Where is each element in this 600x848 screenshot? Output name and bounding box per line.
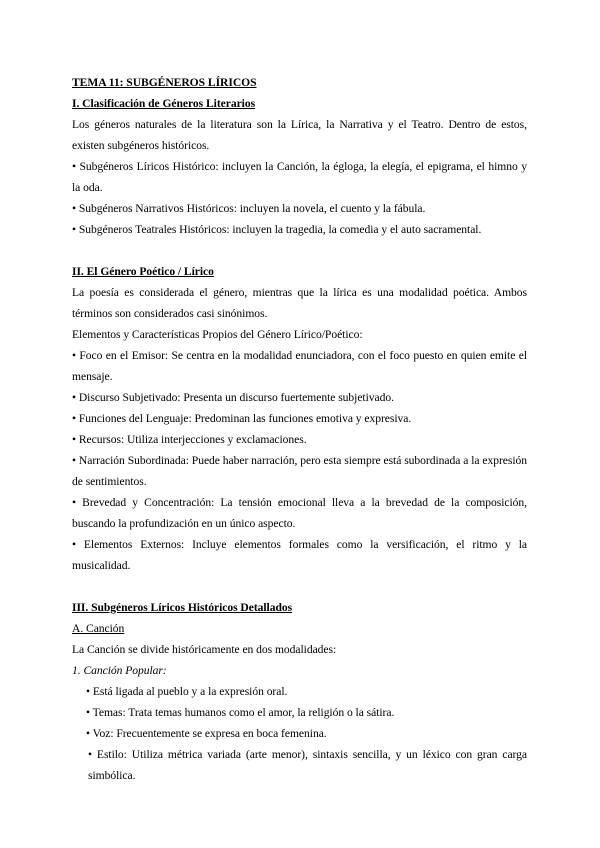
section-spacer bbox=[72, 576, 527, 597]
section-3-heading: III. Subgéneros Líricos Históricos Detallados bbox=[72, 601, 293, 614]
section-2-intro: La poesía es considerada el género, mientras que la lírica es una modalidad poética. Ambos términos son considerados casi sinónimos. bbox=[72, 286, 527, 320]
section-spacer bbox=[72, 240, 527, 261]
section-1-bullet-narrativa: • Subgéneros Narrativos Históricos: incluyen la novela, el cuento y la fábula. bbox=[72, 202, 426, 215]
section-2-bullet-narracion: • Narración Subordinada: Puede haber narración, pero esta siempre está subordinada a la expresión de sentimientos. bbox=[72, 454, 527, 488]
section-3-intro: La Canción se divide históricamente en dos modalidades: bbox=[72, 643, 337, 656]
section-2-bullet-funciones: • Funciones del Lenguaje: Predominan las funciones emotiva y expresiva. bbox=[72, 412, 412, 425]
document-title: TEMA 11: SUBGÉNEROS LÍRICOS bbox=[72, 76, 257, 89]
section-2-bullet-brevedad: • Brevedad y Concentración: La tensión emocional lleva a la brevedad de la composición, buscando la profundización en un único aspecto. bbox=[72, 496, 527, 530]
section-1-bullet-lirica: • Subgéneros Líricos Histórico: incluyen la Canción, la égloga, la elegía, el epigrama, el himno y la oda. bbox=[72, 160, 527, 194]
section-3-bullet-temas: • Temas: Trata temas humanos como el amor, la religión o la sátira. bbox=[86, 706, 395, 719]
section-2-bullet-discurso: • Discurso Subjetivado: Presenta un discurso fuertemente subjetivado. bbox=[72, 391, 394, 404]
section-3-bullet-voz: • Voz: Frecuentemente se expresa en boca femenina. bbox=[86, 727, 327, 740]
section-1-bullet-teatro: • Subgéneros Teatrales Históricos: incluyen la tragedia, la comedia y el auto sacramental. bbox=[72, 223, 482, 236]
section-2-elements-label: Elementos y Características Propios del Género Lírico/Poético: bbox=[72, 328, 363, 341]
section-3-bullet-pueblo: • Está ligada al pueblo y a la expresión oral. bbox=[86, 685, 288, 698]
section-2-bullet-emisor: • Foco en el Emisor: Se centra en la modalidad enunciadora, con el foco puesto en quien emite el mensaje. bbox=[72, 349, 527, 383]
section-3-bullet-estilo: • Estilo: Utiliza métrica variada (arte menor), sintaxis sencilla, y un léxico con gran carga simbólica. bbox=[88, 748, 527, 782]
section-2-bullet-externos: • Elementos Externos: Incluye elementos formales como la versificación, el ritmo y la musicalidad. bbox=[72, 538, 527, 572]
section-2-bullet-recursos: • Recursos: Utiliza interjecciones y exclamaciones. bbox=[72, 433, 307, 446]
section-1-intro: Los géneros naturales de la literatura son la Lírica, la Narrativa y el Teatro. Dentro de estos, existen subgéneros históricos. bbox=[72, 118, 527, 152]
section-3-item-label: 1. Canción Popular: bbox=[72, 664, 167, 677]
section-1-heading: I. Clasificación de Géneros Literarios bbox=[72, 97, 256, 110]
section-3-subheading: A. Canción bbox=[72, 622, 125, 635]
section-2-heading: II. El Género Poético / Lírico bbox=[72, 265, 214, 278]
document-body bbox=[72, 72, 527, 786]
